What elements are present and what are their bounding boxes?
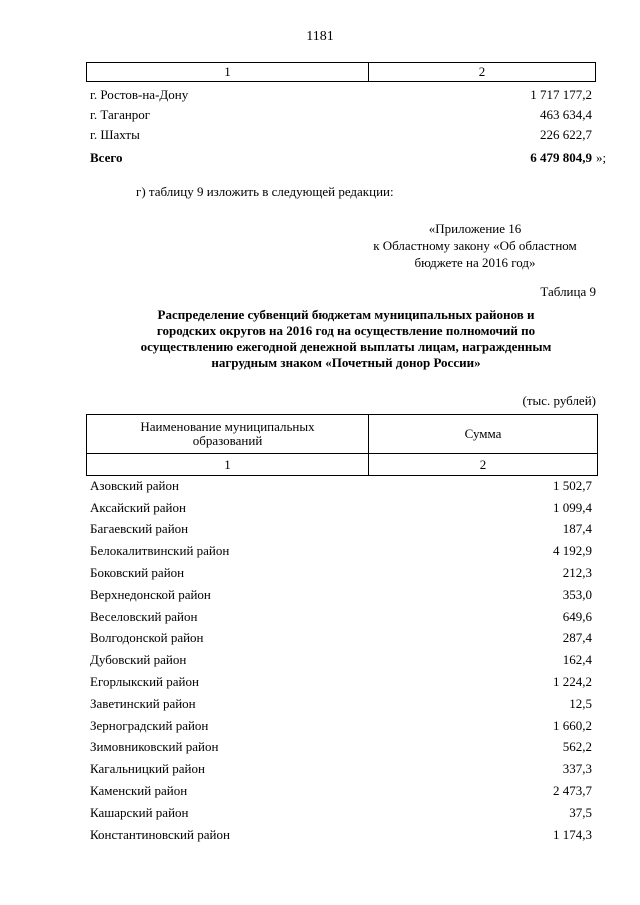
table-row (90, 519, 592, 541)
table-title-line: нагрудным знаком «Почетный донор России» (211, 355, 481, 370)
table-row (90, 584, 592, 606)
row-municipality-name: Азовский район (90, 477, 179, 493)
row-sum-value: 187,4 (562, 521, 592, 537)
row-sum-value: 212,3 (562, 565, 592, 581)
row-sum-value: 562,2 (562, 739, 592, 755)
row-sum-value: 1 660,2 (553, 717, 592, 733)
row-municipality-name: Заветинский район (90, 695, 196, 711)
table9-header (86, 414, 598, 476)
row-municipality-name: Боковский район (90, 565, 185, 581)
header-municipality: Наименование муниципальных образований (87, 415, 369, 453)
closing-quote: »; (596, 150, 607, 165)
row-sum-value: 1 224,2 (553, 674, 592, 690)
row-municipality-name: Кагальницкий район (90, 761, 205, 777)
prev-table-row (90, 107, 592, 127)
row-sum-value: 4 192,9 (553, 543, 592, 559)
prev-table-total-row (90, 150, 592, 170)
table-title (96, 307, 596, 371)
row-municipality-name: Дубовский район (90, 652, 187, 668)
row-sum-value: 353,0 (562, 586, 592, 602)
row-municipality-name: Егорлыкский район (90, 674, 199, 690)
amendment-instruction: г) таблицу 9 изложить в следующей редакции: (136, 184, 394, 199)
row-municipality-name: Аксайский район (90, 499, 186, 515)
row-sum-value: 649,6 (562, 608, 592, 624)
table-row (90, 562, 592, 584)
appendix-line: «Приложение 16 (428, 221, 522, 236)
header-col-num-1: 1 (87, 454, 369, 476)
prev-row-value: 1 717 177,2 (530, 87, 592, 102)
table-row (90, 606, 592, 628)
prev-table-col-1: 1 (87, 63, 369, 81)
prev-row-value: 226 622,7 (540, 127, 592, 142)
table-row (90, 824, 592, 846)
table-row (90, 758, 592, 780)
table-row (90, 649, 592, 671)
row-municipality-name: Веселовский район (90, 608, 198, 624)
row-sum-value: 1 174,3 (553, 826, 592, 842)
table9-body (90, 475, 592, 846)
row-municipality-name: Белокалитвинский район (90, 543, 230, 559)
row-municipality-name: Волгодонской район (90, 630, 204, 646)
total-value: 6 479 804,9 (530, 150, 592, 165)
row-municipality-name: Зимовниковский район (90, 739, 219, 755)
row-sum-value: 2 473,7 (553, 783, 592, 799)
units-label: (тыс. рублей) (522, 393, 596, 408)
row-sum-value: 12,5 (569, 695, 592, 711)
total-label: Всего (90, 150, 123, 165)
row-sum-value: 287,4 (562, 630, 592, 646)
appendix-reference (350, 220, 600, 271)
row-municipality-name: Зерноградский район (90, 717, 209, 733)
row-municipality-name: Верхнедонской район (90, 586, 211, 602)
prev-row-name: г. Таганрог (90, 107, 151, 122)
table-row (90, 715, 592, 737)
table-title-line: городских округов на 2016 год на осуществление полномочий по (156, 323, 536, 338)
row-municipality-name: Багаевский район (90, 521, 189, 537)
header-sum: Сумма (464, 426, 502, 441)
row-sum-value: 337,3 (562, 761, 592, 777)
row-municipality-name: Константиновский район (90, 826, 230, 842)
table-row (90, 628, 592, 650)
prev-table-row (90, 127, 592, 147)
prev-row-name: г. Ростов-на-Дону (90, 87, 189, 102)
table-row (90, 671, 592, 693)
row-sum-value: 162,4 (562, 652, 592, 668)
row-municipality-name: Каменский район (90, 783, 188, 799)
appendix-line: к Областному закону «Об областном (373, 238, 577, 253)
table-row (90, 475, 592, 497)
page-number: 1181 (306, 29, 334, 44)
table-row (90, 737, 592, 759)
table-row (90, 497, 592, 519)
row-sum-value: 1 502,7 (553, 477, 592, 493)
table-row (90, 693, 592, 715)
row-sum-value: 1 099,4 (553, 499, 592, 515)
row-municipality-name: Кашарский район (90, 804, 189, 820)
table-row (90, 540, 592, 562)
prev-table-header (86, 62, 596, 82)
table-title-line: Распределение субвенций бюджетам муниципальных районов и (157, 307, 535, 322)
table-row (90, 802, 592, 824)
prev-table-row (90, 87, 592, 107)
table-title-line: осуществлению ежегодной денежной выплаты лицам, награжденным (140, 339, 552, 354)
appendix-line: бюджете на 2016 год» (414, 255, 536, 270)
prev-row-value: 463 634,4 (540, 107, 592, 122)
prev-row-name: г. Шахты (90, 127, 140, 142)
header-col-num-2: 2 (479, 457, 487, 472)
table-label: Таблица 9 (540, 284, 596, 299)
row-sum-value: 37,5 (569, 804, 592, 820)
table-row (90, 780, 592, 802)
prev-table-col-2: 2 (478, 64, 486, 79)
